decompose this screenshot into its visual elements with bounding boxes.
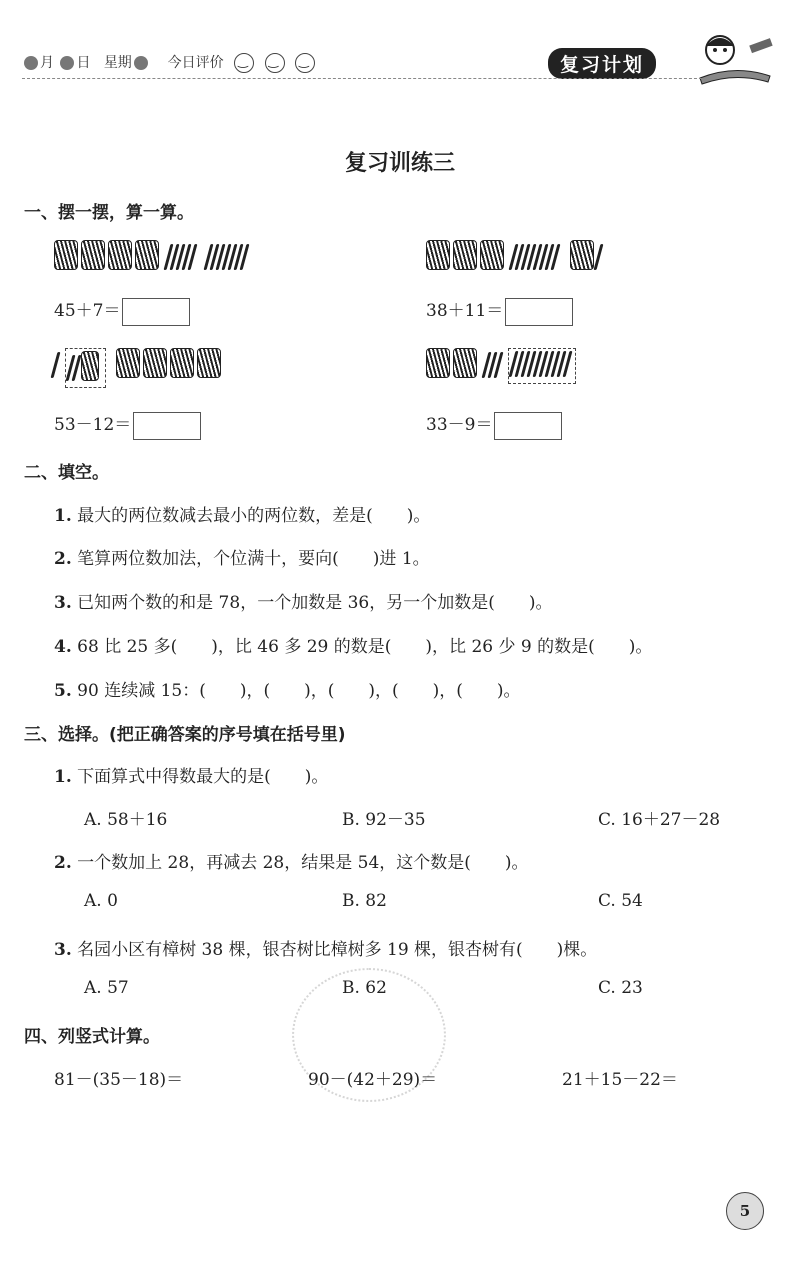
vertical-calc-item: 90－(42＋29)＝ [308,1070,438,1090]
question-text: 下面算式中得数最大的是( )。 [77,767,329,787]
answer-box[interactable] [122,298,190,326]
option-c: C. 54 [598,891,643,911]
fill-blank-item [54,676,521,701]
stick-bundle [453,240,477,270]
month-blank [24,56,38,70]
stick-bundle [453,348,477,378]
question-text: 已知两个数的和是 78，一个加数是 36，另一个加数是( )。 [77,593,553,613]
question-number: 3. [54,940,72,960]
question-text: 68 比 25 多( )，比 46 多 29 的数是( )，比 26 少 9 的数是( )。 [77,637,653,657]
question-text: 90 连续减 15：( )，( )，( )，( )，( )。 [77,681,521,701]
stick-bundle [54,240,78,270]
section-2-heading: 二、填空。 [24,463,109,483]
stick-bundle [426,348,450,378]
weekday-label: 星期 [103,55,132,71]
sticks-33-9 [426,348,576,378]
stick-bundle [81,240,105,270]
calc-expression: 38＋11＝ [426,301,504,321]
stick-bundle [81,351,99,381]
stick-bundle [108,240,132,270]
sticks-53-12 [54,348,224,378]
stick-bundle [197,348,221,378]
page-number: 5 [726,1192,764,1230]
choice-question [54,762,328,787]
page-header [0,0,800,90]
stick-bundle [143,348,167,378]
option-b: B. 92－35 [342,810,426,830]
question-number: 1. [54,767,72,787]
question-number: 1. [54,506,72,526]
sticks-45 [54,240,249,270]
calc-item-1 [54,296,190,326]
answer-box[interactable] [494,412,562,440]
question-text: 一个数加上 28，再减去 28，结果是 54，这个数是( )。 [77,853,529,873]
choice-question [54,935,597,960]
question-number: 2. [54,853,72,873]
section-3-heading: 三、选择。(把正确答案的序号填在括号里) [24,725,346,745]
option-c: C. 16＋27－28 [598,810,721,830]
question-number: 2. [54,549,72,569]
stick-bundle [135,240,159,270]
calc-expression: 53－12＝ [54,415,132,435]
smiley-icon [295,53,315,73]
stick-bundle [116,348,140,378]
calc-expression: 33－9＝ [426,415,493,435]
question-number: 4. [54,637,72,657]
stick-bundle [170,348,194,378]
answer-box[interactable] [505,298,573,326]
page-title: 复习训练三 [344,151,455,176]
section-4-heading: 四、列竖式计算。 [24,1027,160,1047]
option-a: A. 57 [84,978,129,998]
fill-blank-item [54,501,430,526]
header-divider [22,78,712,79]
smiley-icon [234,53,254,73]
question-text: 笔算两位数加法，个位满十，要向( )进 1。 [77,549,430,569]
option-b: B. 62 [342,978,387,998]
sticks-38-11 [426,240,603,270]
fill-blank-item [54,588,553,613]
weekday-blank [134,56,148,70]
fill-blank-item [54,544,430,569]
date-rating-bar [22,52,315,73]
calc-item-4 [426,410,562,440]
section-1-heading: 一、摆一摆，算一算。 [24,203,194,223]
fill-blank-item [54,632,652,657]
crossed-out-group [508,348,576,384]
question-text: 名园小区有樟树 38 棵，银杏树比樟树多 19 棵，银杏树有( )棵。 [77,940,598,960]
girl-reading-icon [690,28,780,88]
day-label: 日 [76,55,91,71]
calc-item-2 [426,296,573,326]
answer-box[interactable] [133,412,201,440]
stick-bundle [426,240,450,270]
stick-bundle [480,240,504,270]
choice-question [54,848,529,873]
crossed-out-group [65,348,106,388]
question-number: 3. [54,593,72,613]
calc-item-3 [54,410,201,440]
vertical-calc-item: 81－(35－18)＝ [54,1070,184,1090]
option-c: C. 23 [598,978,643,998]
review-plan-badge: 复习计划 [548,48,656,79]
smiley-icon [265,53,285,73]
rating-label: 今日评价 [167,55,224,71]
question-number: 5. [54,681,72,701]
month-label: 月 [40,55,54,71]
question-text: 最大的两位数减去最小的两位数，差是( )。 [77,506,431,526]
vertical-calc-item: 21＋15－22＝ [562,1070,678,1090]
calc-expression: 45＋7＝ [54,301,121,321]
stick-bundle [570,240,594,270]
option-a: A. 0 [84,891,118,911]
option-a: A. 58＋16 [84,810,168,830]
day-blank [60,56,74,70]
option-b: B. 82 [342,891,387,911]
